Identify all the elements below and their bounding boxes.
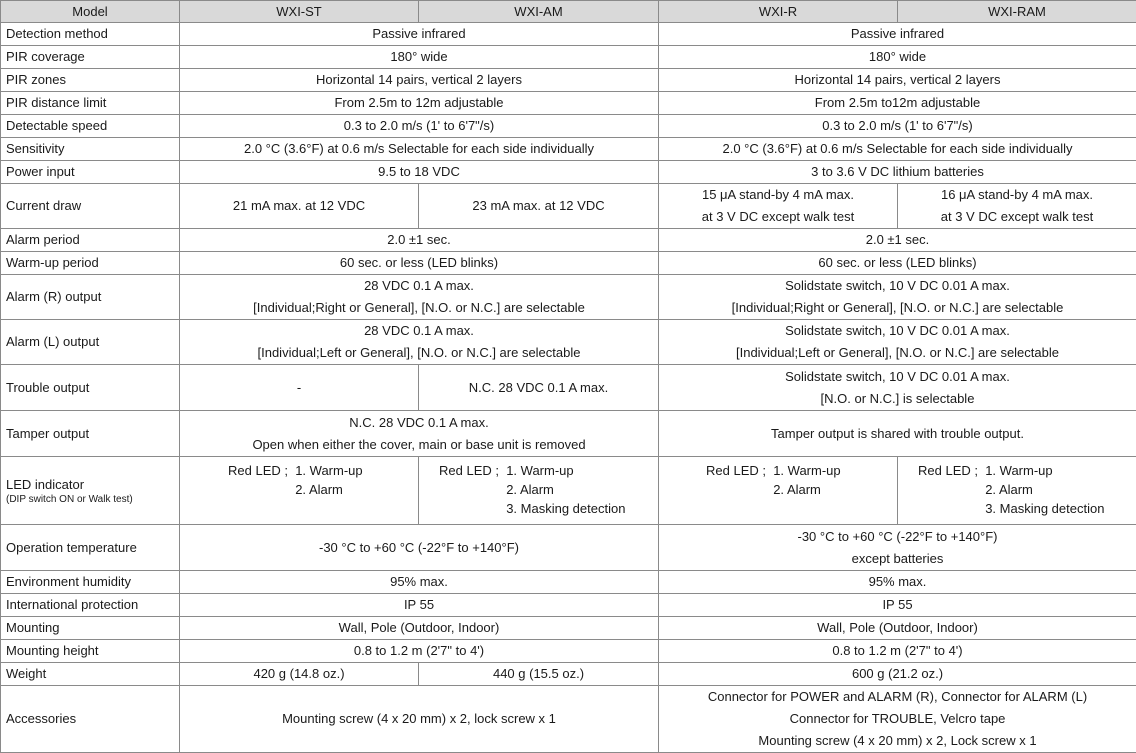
row-label: PIR coverage [1,46,180,69]
value-line: Solidstate switch, 10 V DC 0.01 A max. [661,320,1134,342]
value-line: [Individual;Right or General], [N.O. or N.C.] are selectable [661,297,1134,319]
value-wxi-r [659,184,898,229]
value-left: 0.8 to 1.2 m (2'7" to 4') [180,640,659,663]
table-row [1,617,1136,640]
table-row [1,525,1136,571]
row-label: PIR zones [1,69,180,92]
header-wxi-r: WXI-R [659,1,898,23]
value-wxi-r [659,457,898,525]
value-left: 9.5 to 18 VDC [180,161,659,184]
value-wxi-st: - [180,365,419,411]
row-label: Operation temperature [1,525,180,571]
value-wxi-am [419,457,659,525]
table-row [1,138,1136,161]
value-right [659,686,1136,753]
row-label: Sensitivity [1,138,180,161]
table-row [1,686,1136,753]
value-right: Wall, Pole (Outdoor, Indoor) [659,617,1136,640]
row-label: Power input [1,161,180,184]
list-item: 2. Alarm [506,480,625,499]
header-wxi-st: WXI-ST [180,1,419,23]
table-row [1,161,1136,184]
value-right: 2.0 ±1 sec. [659,229,1136,252]
row-label: Weight [1,663,180,686]
value-left: 180° wide [180,46,659,69]
row-label: Detection method [1,23,180,46]
value-line: 28 VDC 0.1 A max. [182,320,656,342]
table-row [1,69,1136,92]
table-row [1,663,1136,686]
list-item: 1. Warm-up [985,461,1104,480]
value-right: 0.8 to 1.2 m (2'7" to 4') [659,640,1136,663]
row-label: Tamper output [1,411,180,457]
list-item: 3. Masking detection [985,499,1104,518]
row-label: Alarm period [1,229,180,252]
value-line: 16 μA stand-by 4 mA max. [900,184,1134,206]
value-line: Solidstate switch, 10 V DC 0.01 A max. [661,366,1134,388]
value-right: Horizontal 14 pairs, vertical 2 layers [659,69,1136,92]
value-left: Mounting screw (4 x 20 mm) x 2, lock screw x 1 [180,686,659,753]
value-line: -30 °C to +60 °C (-22°F to +140°F) [661,526,1134,548]
list-item: 2. Alarm [773,480,840,499]
value-wxi-ram [898,184,1136,229]
value-line: N.C. 28 VDC 0.1 A max. [182,412,656,434]
value-left: Wall, Pole (Outdoor, Indoor) [180,617,659,640]
value-line: 15 μA stand-by 4 mA max. [661,184,895,206]
value-right [659,320,1136,365]
value-left: Horizontal 14 pairs, vertical 2 layers [180,69,659,92]
value-line: [Individual;Left or General], [N.O. or N.C.] are selectable [182,342,656,364]
table-row [1,46,1136,69]
list-item: 2. Alarm [295,480,362,499]
table-row [1,571,1136,594]
row-label: PIR distance limit [1,92,180,115]
row-label [1,457,180,525]
table-row [1,640,1136,663]
table-row [1,275,1136,320]
value-wxi-ram [898,457,1136,525]
value-line: Connector for TROUBLE, Velcro tape [661,708,1134,730]
table-row [1,23,1136,46]
value-right: Tamper output is shared with trouble output. [659,411,1136,457]
value-left: 60 sec. or less (LED blinks) [180,252,659,275]
list-item: 1. Warm-up [773,461,840,480]
list-item: 1. Warm-up [295,461,362,480]
led-list [295,461,362,499]
list-item: 1. Warm-up [506,461,625,480]
row-label: Mounting [1,617,180,640]
value-left [180,275,659,320]
led-sublabel: (DIP switch ON or Walk test) [6,494,177,506]
value-line: at 3 V DC except walk test [661,206,895,228]
value-left: -30 °C to +60 °C (-22°F to +140°F) [180,525,659,571]
led-list [985,461,1104,518]
table-row [1,411,1136,457]
value-left: IP 55 [180,594,659,617]
value-right: Passive infrared [659,23,1136,46]
value-line: [Individual;Right or General], [N.O. or N.C.] are selectable [182,297,656,319]
led-prefix: Red LED ; [918,461,985,480]
table-row [1,184,1136,229]
row-label: Alarm (L) output [1,320,180,365]
value-line: Connector for POWER and ALARM (R), Connector for ALARM (L) [661,686,1134,708]
value-right: 60 sec. or less (LED blinks) [659,252,1136,275]
table-row [1,594,1136,617]
value-line: except batteries [661,548,1134,570]
row-label: International protection [1,594,180,617]
row-label: Detectable speed [1,115,180,138]
value-wxi-am: 440 g (15.5 oz.) [419,663,659,686]
value-right: 3 to 3.6 V DC lithium batteries [659,161,1136,184]
value-left: Passive infrared [180,23,659,46]
table-row [1,457,1136,525]
value-wxi-st [180,457,419,525]
row-label: Trouble output [1,365,180,411]
table-row [1,92,1136,115]
value-right: 0.3 to 2.0 m/s (1' to 6'7"/s) [659,115,1136,138]
value-left: 0.3 to 2.0 m/s (1' to 6'7"/s) [180,115,659,138]
value-right: From 2.5m to12m adjustable [659,92,1136,115]
header-model: Model [1,1,180,23]
value-right: 2.0 °C (3.6°F) at 0.6 m/s Selectable for each side individually [659,138,1136,161]
table-row [1,115,1136,138]
row-label: Alarm (R) output [1,275,180,320]
header-wxi-ram: WXI-RAM [898,1,1136,23]
value-left: 2.0 ±1 sec. [180,229,659,252]
value-wxi-st: 420 g (14.8 oz.) [180,663,419,686]
value-left: 2.0 °C (3.6°F) at 0.6 m/s Selectable for each side individually [180,138,659,161]
table-row [1,229,1136,252]
value-line: [N.O. or N.C.] is selectable [661,388,1134,410]
value-wxi-st: 21 mA max. at 12 VDC [180,184,419,229]
value-right [659,525,1136,571]
value-wxi-am: N.C. 28 VDC 0.1 A max. [419,365,659,411]
value-right [659,365,1136,411]
header-row [1,1,1136,23]
table-row [1,252,1136,275]
table-row [1,320,1136,365]
value-right: 180° wide [659,46,1136,69]
value-left [180,320,659,365]
row-label: Environment humidity [1,571,180,594]
value-line: Solidstate switch, 10 V DC 0.01 A max. [661,275,1134,297]
row-label: Current draw [1,184,180,229]
led-label: LED indicator [6,476,177,494]
value-right: 600 g (21.2 oz.) [659,663,1136,686]
led-list [506,461,625,518]
value-left: 95% max. [180,571,659,594]
value-left [180,411,659,457]
value-right: 95% max. [659,571,1136,594]
value-line: [Individual;Left or General], [N.O. or N.C.] are selectable [661,342,1134,364]
value-line: Open when either the cover, main or base unit is removed [182,434,656,456]
led-list [773,461,840,499]
row-label: Mounting height [1,640,180,663]
value-line: Mounting screw (4 x 20 mm) x 2, Lock screw x 1 [661,730,1134,752]
value-line: at 3 V DC except walk test [900,206,1134,228]
header-wxi-am: WXI-AM [419,1,659,23]
led-prefix: Red LED ; [706,461,773,480]
table-row [1,365,1136,411]
value-right: IP 55 [659,594,1136,617]
value-left: From 2.5m to 12m adjustable [180,92,659,115]
value-line: 28 VDC 0.1 A max. [182,275,656,297]
led-prefix: Red LED ; [228,461,295,480]
row-label: Accessories [1,686,180,753]
led-prefix: Red LED ; [439,461,506,480]
list-item: 2. Alarm [985,480,1104,499]
list-item: 3. Masking detection [506,499,625,518]
value-right [659,275,1136,320]
value-wxi-am: 23 mA max. at 12 VDC [419,184,659,229]
row-label: Warm-up period [1,252,180,275]
